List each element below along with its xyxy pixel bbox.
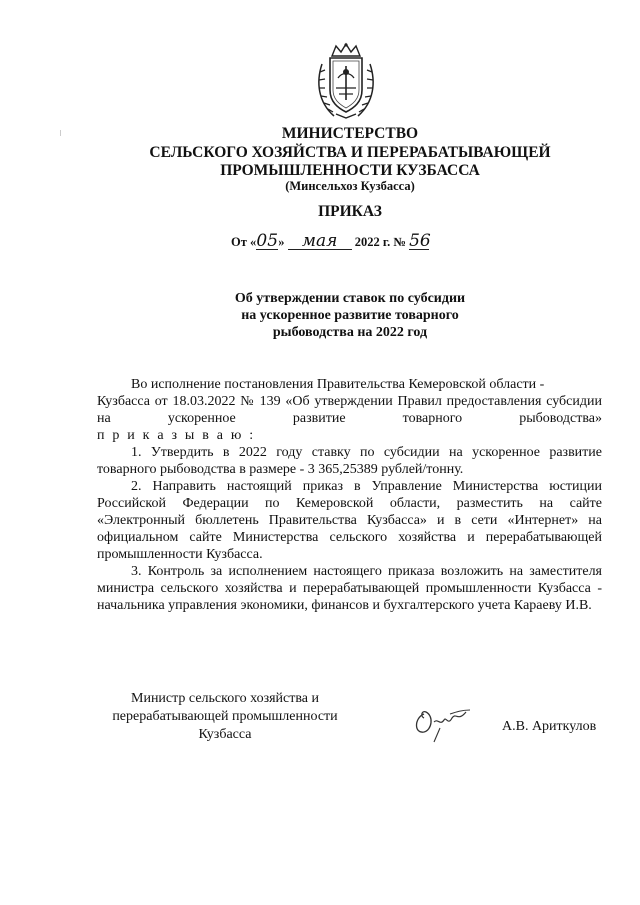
ministry-title-line3: ПРОМЫШЛЕННОСТИ КУЗБАССА (220, 162, 480, 179)
signatory-position-line2: перерабатывающей промышленности (112, 709, 338, 724)
order-title-line3: рыбоводства на 2022 год (272, 325, 428, 340)
order-item-2: 2. Направить настоящий приказ в Управление Министерства юстиции Российской Федерации по Кемеровской области, разместить на сайте «Электронный бюллетень Правительства Кузбасса» и в сети «Интернет» на официальном сайте Министерства сельского хозяйства и перерабатывающей промышленности Кузбасса. (97, 479, 602, 562)
intro-line1: Во исполнение постановления Правительства Кемеровской области - (131, 377, 545, 392)
handwritten-signature (410, 700, 480, 745)
number-label: № (393, 235, 406, 249)
signatory-position-line3: Кузбасса (198, 727, 252, 742)
order-number: 56 (409, 231, 431, 251)
order-title-line1: Об утверждении ставок по субсидии (234, 291, 466, 306)
date-mid: » (278, 235, 285, 249)
order-item-1: 1. Утвердить в 2022 году ставку по субсидии на ускоренное развитие товарного рыбоводства в размере - 3 365,25389 рублей/тонну. (97, 445, 602, 477)
order-date-line (231, 233, 429, 250)
intro-text: Кузбасса от 18.03.2022 № 139 «Об утверждении Правил предоставления субсидии на ускоренное развитие товарного рыбоводства» (97, 394, 602, 426)
order-title (180, 290, 520, 341)
directive-word: п р и к а з ы в а ю : (97, 428, 256, 443)
date-day: 05 (256, 231, 279, 251)
signatory-name: А.В. Ариткулов (502, 719, 597, 734)
order-body (97, 376, 602, 614)
document-type: ПРИКАЗ (318, 203, 382, 220)
coat-of-arms-emblem (314, 42, 378, 122)
order-item-3: 3. Контроль за исполнением настоящего приказа возложить на заместителя министра сельского хозяйства и перерабатывающей промышленности Кузбасса - начальника управления экономики, финансов и бухгалтерского учета Караеву И.В. (97, 564, 602, 613)
date-year: 2022 г. (354, 235, 391, 249)
ministry-title-line2: СЕЛЬСКОГО ХОЗЯЙСТВА И ПЕРЕРАБАТЫВАЮЩЕЙ (149, 144, 551, 161)
signatory-position-line1: Министр сельского хозяйства и (131, 691, 319, 706)
date-month: мая (288, 233, 352, 250)
ministry-short-name: (Минсельхоз Кузбасса) (285, 179, 415, 193)
order-title-line2: на ускоренное развитие товарного (241, 308, 459, 323)
ministry-title-line1: МИНИСТЕРСТВО (281, 125, 419, 142)
signatory-position (100, 690, 350, 744)
date-prefix: От « (231, 235, 257, 249)
